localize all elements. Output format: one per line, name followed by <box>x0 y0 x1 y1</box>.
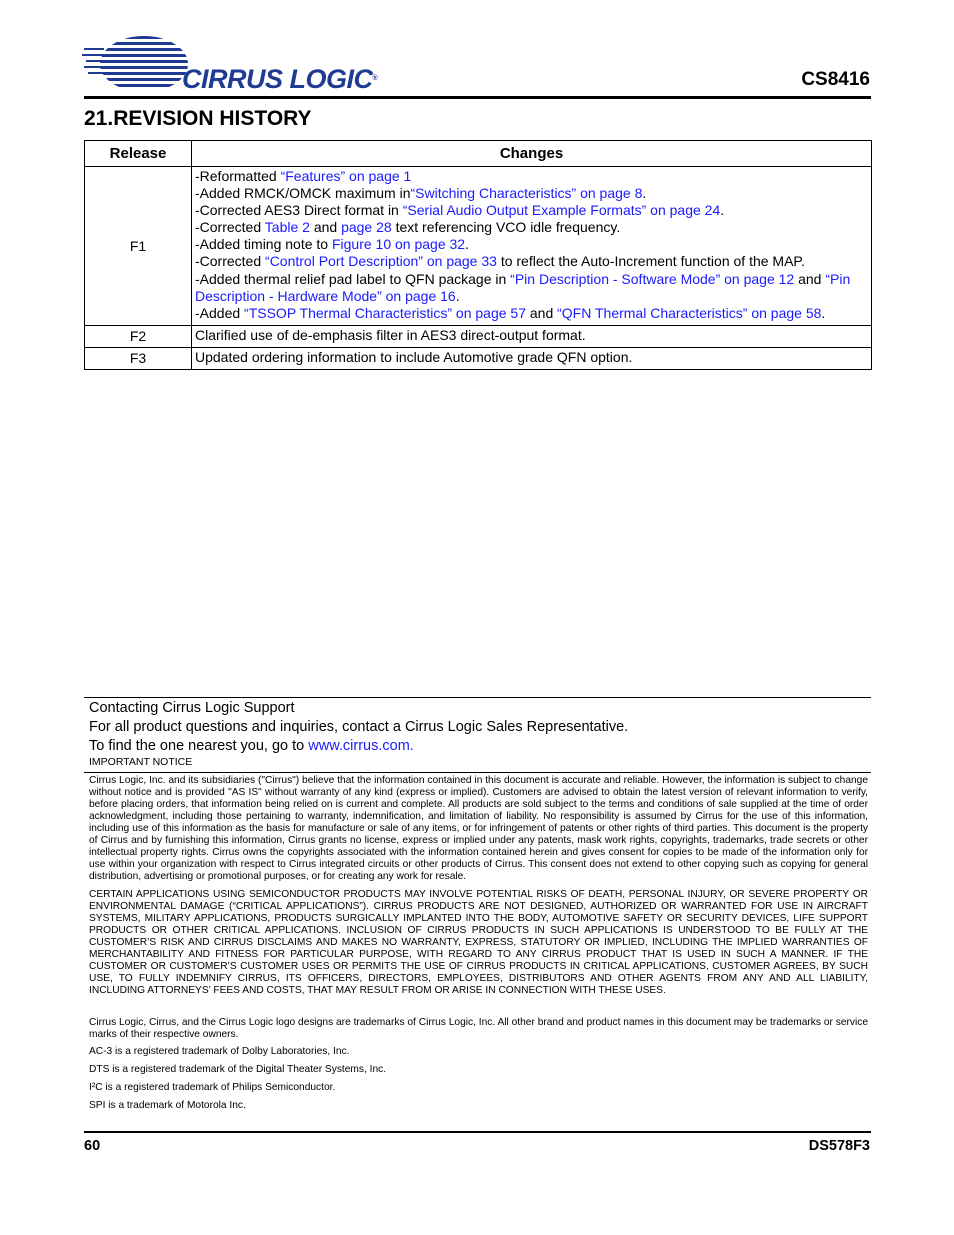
change-item <box>195 236 868 253</box>
changes-cell <box>192 167 872 326</box>
cross-reference-link[interactable]: “Switching Characteristics” on page 8 <box>410 185 643 202</box>
globe-stripes-icon <box>82 34 192 94</box>
cross-reference-link[interactable]: “Features” on page 1 <box>280 168 412 184</box>
document-number: DS578F3 <box>808 1138 870 1154</box>
change-item <box>195 349 868 366</box>
change-text: -Corrected <box>195 219 265 236</box>
cirrus-logic-logo <box>82 34 378 98</box>
notice-paragraph-trademarks: Cirrus Logic, Cirrus, and the Cirrus Logic logo designs are trademarks of Cirrus Logic, Inc. All other brand and product names in this document may be trademarks or service marks of their respective owners. <box>89 1017 868 1040</box>
changes-cell <box>192 325 872 347</box>
change-text: -Corrected AES3 Direct format in <box>195 202 403 219</box>
change-text: to reflect the Auto-Increment function of the MAP. <box>496 253 805 270</box>
change-text: and <box>525 304 558 321</box>
contact-text: For all product questions and inquiries, contact a Cirrus Logic Sales Representative. <box>89 719 629 735</box>
cross-reference-link[interactable]: “Control Port Description” on page 33 <box>265 253 497 270</box>
change-text: and <box>794 270 826 287</box>
contact-website-prefix: To find the one nearest you, go to <box>89 738 309 754</box>
contact-title: Contacting Cirrus Logic Support <box>89 700 295 716</box>
change-item <box>195 202 868 219</box>
page-number: 60 <box>84 1138 101 1154</box>
change-text: -Added timing note to <box>195 236 332 253</box>
logo-wordmark: CIRRUS LOGIC® <box>182 64 378 94</box>
contact-divider <box>84 697 871 698</box>
cross-reference-link[interactable]: page 28 <box>341 219 392 236</box>
notice-trademark-spi: SPI is a trademark of Motorola Inc. <box>89 1100 246 1111</box>
change-text: Updated ordering information to include Automotive grade QFN option. <box>195 348 633 365</box>
header-rule <box>84 96 871 99</box>
change-item <box>195 327 868 344</box>
table-body <box>85 167 872 370</box>
cross-reference-link[interactable]: “Pin Description - Software Mode” on page 12 <box>510 270 795 287</box>
column-header-changes: Changes <box>192 141 872 167</box>
change-text: -Added RMCK/OMCK maximum in <box>195 185 411 202</box>
change-text: . <box>642 185 647 202</box>
column-header-release: Release <box>85 141 192 167</box>
change-text: -Corrected <box>195 253 266 270</box>
change-text: -Added <box>195 304 245 321</box>
change-text: . <box>455 287 460 304</box>
table-row <box>85 325 872 347</box>
change-text: . <box>465 236 469 253</box>
cross-reference-link[interactable]: “Serial Audio Output Example Formats” on page 24 <box>402 202 721 219</box>
cross-reference-link[interactable]: Table 2 <box>264 219 310 236</box>
change-text: -Reformatted <box>195 168 281 184</box>
change-item <box>195 271 868 305</box>
release-cell: F2 <box>85 325 192 347</box>
change-text: text referencing VCO idle frequency. <box>391 219 621 236</box>
cross-reference-link[interactable]: “TSSOP Thermal Characteristics” on page 57 <box>244 304 526 321</box>
part-number: CS8416 <box>801 69 870 90</box>
notice-paragraph-critical-applications: CERTAIN APPLICATIONS USING SEMICONDUCTOR PRODUCTS MAY INVOLVE POTENTIAL RISKS OF DEATH, PERSONAL INJURY, OR SEVERE PROPERTY OR ENVIRONMENTAL DAMAGE (“CRITICAL APPLICATIONS”). CIRRUS PRODUCTS ARE NOT DESIGNED, AUTHORIZED OR WARRANTED FOR USE IN AIRCRAFT SYSTEMS, MILITARY APPLICATIONS, PRODUCTS SURGICALLY IMPLANTED INTO THE BODY, AUTOMOTIVE SAFETY OR SECURITY DEVICES, LIFE SUPPORT PRODUCTS OR OTHER CRITICAL APPLICATIONS. INCLUSION OF CIRRUS PRODUCTS IN SUCH APPLICATIONS IS UNDERSTOOD TO BE FULLY AT THE CUSTOMER’S RISK AND CIRRUS DISCLAIMS AND MAKES NO WARRANTY, EXPRESS, STATUTORY OR IMPLIED, INCLUDING THE IMPLIED WARRANTIES OF MERCHANTABILITY AND FITNESS FOR PARTICULAR PURPOSE, WITH REGARD TO ANY CIRRUS PRODUCT THAT IS USED IN SUCH A MANNER. IF THE CUSTOMER OR CUSTOMER’S CUSTOMER USES OR PERMITS THE USE OF CIRRUS PRODUCTS IN CRITICAL APPLICATIONS, CUSTOMER AGREES, BY SUCH USE, TO FULLY INDEMNIFY CIRRUS, ITS OFFICERS, DIRECTORS, EMPLOYEES, DISTRIBUTORS AND OTHER AGENTS FROM ANY AND ALL LIABILITY, INCLUDING ATTORNEYS’ FEES AND COSTS, THAT MAY RESULT FROM OR ARISE IN CONNECTION WITH THESE USES. <box>89 889 868 996</box>
contact-website-line <box>89 737 414 755</box>
change-item <box>195 253 868 270</box>
table-row <box>85 347 872 369</box>
change-item <box>195 185 868 202</box>
footer-rule <box>84 1131 871 1133</box>
change-text: Clarified use of de-emphasis filter in AES3 direct-output format. <box>195 326 586 343</box>
notice-divider <box>84 772 871 773</box>
important-notice-title: IMPORTANT NOTICE <box>89 756 193 768</box>
release-cell: F1 <box>85 167 192 326</box>
notice-trademark-ac3: AC-3 is a registered trademark of Dolby Laboratories, Inc. <box>89 1046 350 1057</box>
change-text: -Added thermal relief pad label to QFN package in <box>195 270 511 287</box>
cross-reference-link[interactable]: “QFN Thermal Characteristics” on page 58 <box>557 304 822 321</box>
change-item <box>195 168 868 185</box>
cross-reference-link[interactable]: “Pin Description - Hardware Mode” on page 16 <box>195 270 851 304</box>
change-text: . <box>821 304 826 321</box>
cross-reference-link[interactable]: Figure 10 on page 32 <box>331 236 466 253</box>
notice-trademark-i2c: I²C is a registered trademark of Philips Semiconductor. <box>89 1082 336 1093</box>
release-cell: F3 <box>85 347 192 369</box>
section-title: 21.REVISION HISTORY <box>84 107 312 130</box>
notice-paragraph-disclaimer: Cirrus Logic, Inc. and its subsidiaries ("Cirrus") believe that the information contained in this document is accurate and reliable. However, the information is subject to change without notice and is provided "AS IS" without warranty of any kind (express or implied). Customers are advised to obtain the latest version of relevant information to verify, before placing orders, that information being relied on is current and complete. All products are sold subject to the terms and conditions of sale supplied at the time of order acknowledgment, including those pertaining to warranty, indemnification, and limitation of liability. No responsibility is assumed by Cirrus for the use of this information, including use of this information as the basis for manufacture or sale of any items, or for infringement of patents or other rights of third parties. This document is the property of Cirrus and by furnishing this information, Cirrus grants no license, express or implied under any patents, mask work rights, copyrights, trademarks, trade secrets or other intellectual property rights. Cirrus owns the copyrights associated with the information contained herein and gives consent for copies to be made of the information only for use within your organization with respect to Cirrus integrated circuits or other products of Cirrus. This consent does not extend to other copying such as copying for general distribution, advertising or promotional purposes, or for creating any work for resale. <box>89 775 868 882</box>
change-item <box>195 305 868 322</box>
notice-trademark-dts: DTS is a registered trademark of the Digital Theater Systems, Inc. <box>89 1064 387 1075</box>
changes-cell <box>192 347 872 369</box>
revision-history-table <box>84 140 872 370</box>
change-text: . <box>720 202 725 219</box>
change-item <box>195 219 868 236</box>
change-text: and <box>309 219 342 236</box>
cirrus-website-link[interactable]: www.cirrus.com. <box>308 738 414 754</box>
table-header-row <box>85 141 872 167</box>
table-row <box>85 167 872 326</box>
